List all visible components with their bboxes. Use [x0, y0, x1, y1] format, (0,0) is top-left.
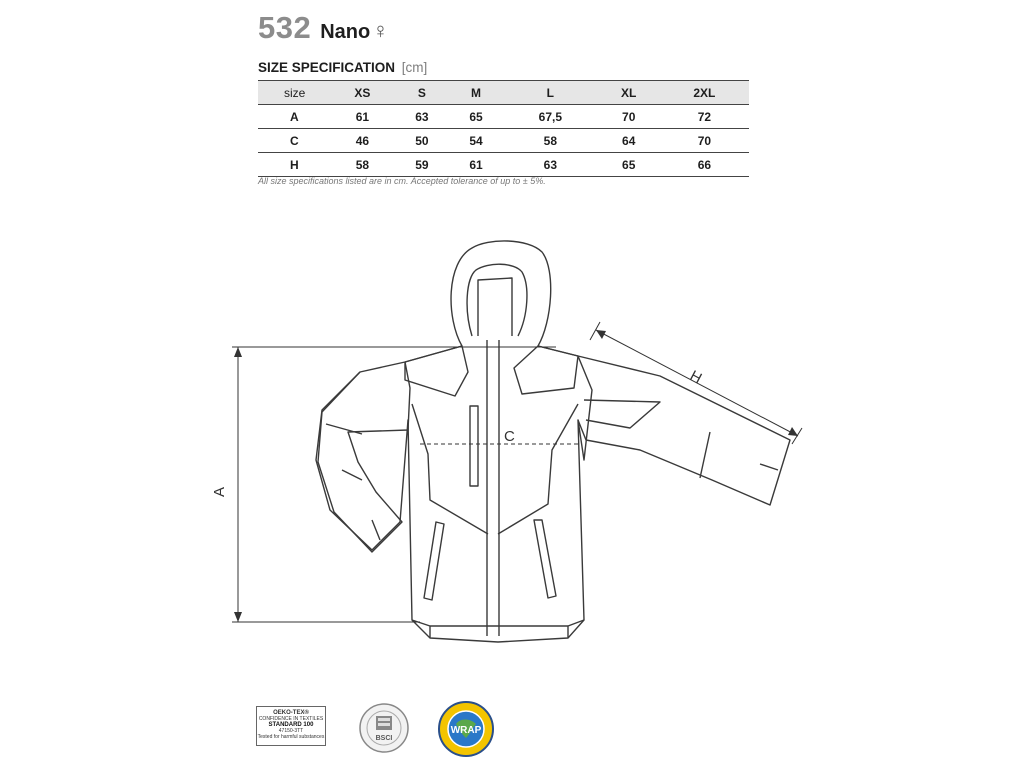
size-table — [258, 80, 749, 177]
chest-pocket — [470, 406, 478, 486]
dimension-lines — [232, 322, 802, 622]
size-column-header: size — [284, 85, 306, 100]
table-cell: 63 — [415, 109, 429, 124]
hem — [412, 620, 584, 638]
arrow-a-top — [234, 347, 242, 357]
bsci-label: BSCI — [375, 735, 393, 742]
table-cell: 67,5 — [538, 109, 563, 124]
product-name: Nano — [320, 21, 371, 43]
size-xl-header: XL — [621, 85, 637, 100]
size-2xl-header: 2XL — [693, 85, 716, 100]
oeko-tex-logo — [256, 706, 326, 746]
table-cell: 50 — [415, 133, 429, 148]
table-cell: 61 — [469, 157, 483, 172]
label-c: C — [504, 428, 515, 445]
front-seams — [412, 404, 578, 534]
size-xs-header: XS — [354, 85, 371, 100]
table-cell: 70 — [697, 133, 712, 148]
size-table-header-row — [258, 81, 749, 105]
table-cell: 65 — [622, 157, 636, 172]
jacket-outline — [316, 241, 790, 642]
table-cell: 59 — [415, 157, 429, 172]
left-pocket — [424, 522, 444, 600]
oeko-line-5: Tested for harmful substances — [257, 734, 325, 740]
label-a: A — [211, 486, 228, 498]
arrow-a-bottom — [234, 612, 242, 622]
table-cell: 54 — [469, 133, 483, 148]
hood-outline — [451, 241, 551, 346]
table-row — [258, 153, 749, 177]
oeko-line-1: OEKO-TEX® — [273, 710, 309, 716]
right-sleeve — [578, 356, 790, 505]
table-row — [258, 105, 749, 129]
table-cell: 64 — [622, 133, 636, 148]
size-l-header: L — [546, 85, 555, 100]
table-row — [258, 129, 749, 153]
size-s-header: S — [417, 85, 426, 100]
left-sleeve — [318, 362, 410, 552]
left-sleeve-panels — [326, 424, 380, 540]
table-cell: 63 — [543, 157, 558, 172]
wrap-logo — [437, 700, 495, 758]
hood-lining — [478, 278, 512, 336]
right-yoke — [514, 346, 578, 394]
table-cell: 58 — [543, 133, 558, 148]
row-label: H — [290, 157, 299, 172]
tolerance-note: All size specifications listed are in cm. Accepted tolerance of up to ± 5%. — [258, 176, 546, 186]
product-header — [258, 10, 389, 46]
wrap-label: WRAP — [450, 725, 482, 736]
left-yoke — [405, 346, 468, 396]
hood-inner — [467, 264, 527, 336]
size-spec-unit: [cm] — [401, 60, 428, 75]
female-symbol-icon: ♀ — [372, 18, 389, 43]
row-label: A — [290, 109, 299, 124]
table-cell: 61 — [355, 109, 370, 124]
oeko-line-2: CONFIDENCE IN TEXTILES — [258, 716, 324, 722]
oeko-line-4: 47150-3TT — [278, 728, 304, 734]
bsci-logo — [358, 702, 410, 754]
table-cell: 58 — [355, 157, 370, 172]
table-cell: 72 — [697, 109, 712, 124]
size-spec-title — [258, 60, 427, 75]
product-code: 532 — [258, 10, 312, 45]
right-sleeve-panels — [584, 400, 778, 478]
size-spec-heading: SIZE SPECIFICATION — [258, 60, 396, 75]
row-label: C — [290, 133, 299, 148]
dimension-a-extents — [232, 347, 556, 622]
right-pocket — [534, 520, 556, 598]
jacket-diagram — [0, 200, 1024, 660]
size-m-header: M — [471, 85, 481, 100]
oeko-line-3: STANDARD 100 — [268, 722, 314, 728]
table-cell: 66 — [697, 157, 712, 172]
table-cell: 65 — [469, 109, 483, 124]
table-cell: 70 — [622, 109, 636, 124]
label-h: H — [686, 367, 705, 388]
zipper — [487, 340, 499, 636]
table-cell: 46 — [355, 133, 370, 148]
